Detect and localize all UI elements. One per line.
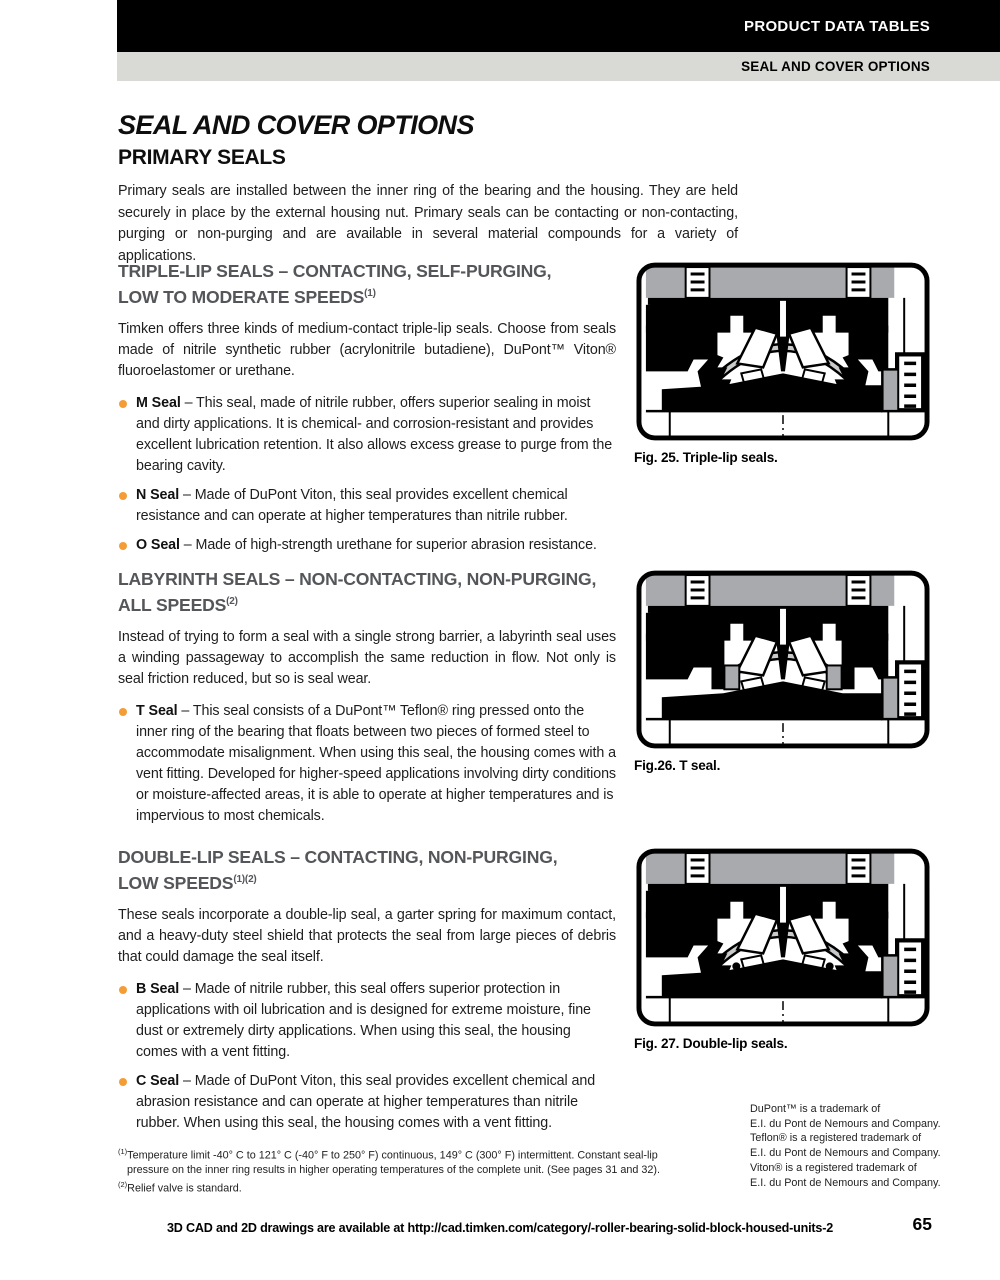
section-triple-lip-seals	[118, 260, 932, 564]
seal-description: – Made of high-strength urethane for superior abrasion resistance.	[183, 536, 597, 553]
list-item-t-seal	[118, 701, 616, 827]
section-heading	[118, 846, 616, 894]
footnotes-block	[118, 1145, 678, 1196]
heading-line-2: LOW SPEEDS	[118, 872, 234, 893]
bearing-cross-section-drawing	[634, 260, 932, 444]
trademark-line: Teflon® is a registered trademark of	[750, 1132, 922, 1145]
footnote-1	[118, 1145, 678, 1177]
bullet-icon	[119, 400, 127, 408]
section-heading	[118, 568, 616, 616]
section-text-column	[118, 260, 616, 564]
page-number: 65	[912, 1214, 932, 1234]
bullet-icon	[119, 492, 127, 500]
figure-column	[634, 846, 932, 1142]
heading-line-1: DOUBLE-LIP SEALS – CONTACTING, NON-PURGING,	[118, 847, 558, 867]
list-item-o-seal	[118, 535, 616, 556]
heading-footnote-marker: (1)	[364, 287, 376, 299]
seal-name: C Seal	[136, 1072, 180, 1089]
heading-line-1: LABYRINTH SEALS – NON-CONTACTING, NON-PURGING,	[118, 569, 597, 589]
header-band-primary-label: PRODUCT DATA TABLES	[744, 17, 930, 35]
bullet-text	[136, 981, 591, 1060]
trademark-line: E.I. du Pont de Nemours and Company.	[750, 1176, 941, 1189]
header-band-secondary-label: SEAL AND COVER OPTIONS	[741, 59, 930, 74]
list-item-n-seal	[118, 485, 616, 527]
footnote-marker: (1)	[118, 1147, 128, 1156]
trademark-line: DuPont™ is a trademark of	[750, 1103, 881, 1115]
list-item-m-seal	[118, 393, 616, 477]
heading-line-2: ALL SPEEDS	[118, 594, 227, 615]
intro-paragraph: Primary seals are installed between the inner ring of the bearing and the housing. They are held securely in place by the external housing nut. Primary seals can be contacting or non-contacting, purging or non-purging and are available in several material compounds for a variety of applications.	[118, 183, 738, 264]
section-paragraph: Timken offers three kinds of medium-contact triple-lip seals. Choose from seals made of nitrile synthetic rubber (acrylonitrile butadiene), DuPont™ Viton® fluoroelastomer or urethane.	[118, 320, 616, 379]
footer-cad-link[interactable]: 3D CAD and 2D drawings are available at http://cad.timken.com/category/-roller-bearing-solid-block-housed-units-2	[167, 1221, 833, 1235]
bullet-icon	[119, 542, 127, 550]
seal-name: M Seal	[136, 394, 181, 411]
heading-footnote-marker: (2)	[226, 595, 238, 607]
figure-triple-lip-seals	[634, 260, 932, 465]
header-band-secondary	[117, 52, 1000, 81]
figure-column	[634, 568, 932, 835]
section-labyrinth-seals	[118, 568, 932, 835]
heading-line-1: TRIPLE-LIP SEALS – CONTACTING, SELF-PURGING,	[118, 261, 552, 281]
page-title: SEAL AND COVER OPTIONS	[118, 110, 474, 140]
figure-caption: Fig. 27. Double-lip seals.	[634, 1036, 788, 1051]
bullet-text	[136, 487, 568, 524]
list-item-b-seal	[118, 979, 616, 1063]
trademark-line: Viton® is a registered trademark of	[750, 1161, 917, 1174]
section-heading	[118, 260, 616, 308]
bullet-text	[136, 395, 612, 474]
figure-column	[634, 260, 932, 564]
seal-bullet-list	[118, 393, 616, 556]
seal-description: – This seal consists of a DuPont™ Teflon® ring pressed onto the inner ring of the bearing that floats between two pieces of formed steel to accommodate misalignment. When using this seal, the housing comes with a vent fitting. Developed for higher-speed applications involving dirty conditions or moisture-affected areas, it is able to operate at higher temperatures and is impervious to most chemicals.	[136, 702, 616, 824]
seal-bullet-list	[118, 701, 616, 827]
section-text-column	[118, 568, 616, 835]
seal-name: T Seal	[136, 702, 178, 719]
figure-t-seal	[634, 568, 932, 773]
seal-name: N Seal	[136, 486, 180, 503]
footnote-2	[118, 1178, 678, 1196]
bullet-icon	[119, 708, 127, 716]
footnote-marker: (2)	[118, 1179, 128, 1189]
footnote-text: Temperature limit -40° C to 121° C (-40° F to 250° F) continuous, 149° C (300° F) intermittent. Constant seal-lip pressure on the inner ring results in higher operating temperatures of the complete unit. (See pages 31 and 32).	[127, 1149, 660, 1176]
bullet-text	[136, 703, 616, 824]
seal-description: – Made of nitrile rubber, this seal offers superior protection in applications with oil lubrication and is designed for extreme moisture, fine dust or extremely dirty applications. When using this seal, the housing comes with a vent fitting.	[136, 980, 591, 1060]
footnote-text: Relief valve is standard.	[127, 1182, 242, 1195]
seal-name: B Seal	[136, 980, 180, 997]
bullet-text	[136, 1073, 595, 1131]
section-text-column	[118, 846, 616, 1142]
figure-caption: Fig. 25. Triple-lip seals.	[634, 450, 778, 465]
figure-double-lip-seals	[634, 846, 932, 1051]
seal-description: – This seal, made of nitrile rubber, offers superior sealing in moist and dirty applications. It is chemical- and corrosion-resistant and provides excellent lubrication retention. It also allows excess grease to purge from the bearing cavity.	[136, 394, 613, 474]
bullet-icon	[119, 986, 127, 994]
section-double-lip-seals	[118, 846, 932, 1142]
list-item-c-seal	[118, 1071, 616, 1134]
bearing-cross-section-drawing	[634, 846, 932, 1030]
trademark-block	[750, 1102, 950, 1190]
trademark-line: E.I. du Pont de Nemours and Company.	[750, 1147, 941, 1160]
heading-line-2: LOW TO MODERATE SPEEDS	[118, 286, 365, 307]
header-band-primary	[117, 0, 1000, 52]
trademark-line: E.I. du Pont de Nemours and Company.	[750, 1117, 941, 1130]
bullet-icon	[119, 1078, 127, 1086]
seal-description: – Made of DuPont Viton, this seal provides excellent chemical resistance and can operate at higher temperatures than nitrile rubber.	[136, 486, 568, 524]
section-paragraph: Instead of trying to form a seal with a single strong barrier, a labyrinth seal uses a winding passageway to accomplish the same reduction in flow. Not only is seal friction reduced, but so is seal wear.	[118, 628, 616, 687]
figure-caption: Fig.26. T seal.	[634, 758, 721, 773]
bearing-cross-section-drawing	[634, 568, 932, 752]
page-subtitle: PRIMARY SEALS	[118, 146, 286, 169]
bullet-text	[136, 537, 597, 553]
seal-bullet-list	[118, 979, 616, 1134]
seal-description: – Made of DuPont Viton, this seal provides excellent chemical and abrasion resistance and can operate at higher temperatures than nitrile rubber. When using this seal, the housing comes with a vent fitting.	[136, 1072, 596, 1131]
section-paragraph: These seals incorporate a double-lip seal, a garter spring for maximum contact, and a heavy-duty steel shield that protects the seal from large pieces of debris that could damage the seal itself.	[118, 906, 616, 965]
heading-footnote-marker: (1)(2)	[233, 873, 257, 885]
seal-name: O Seal	[136, 536, 180, 553]
